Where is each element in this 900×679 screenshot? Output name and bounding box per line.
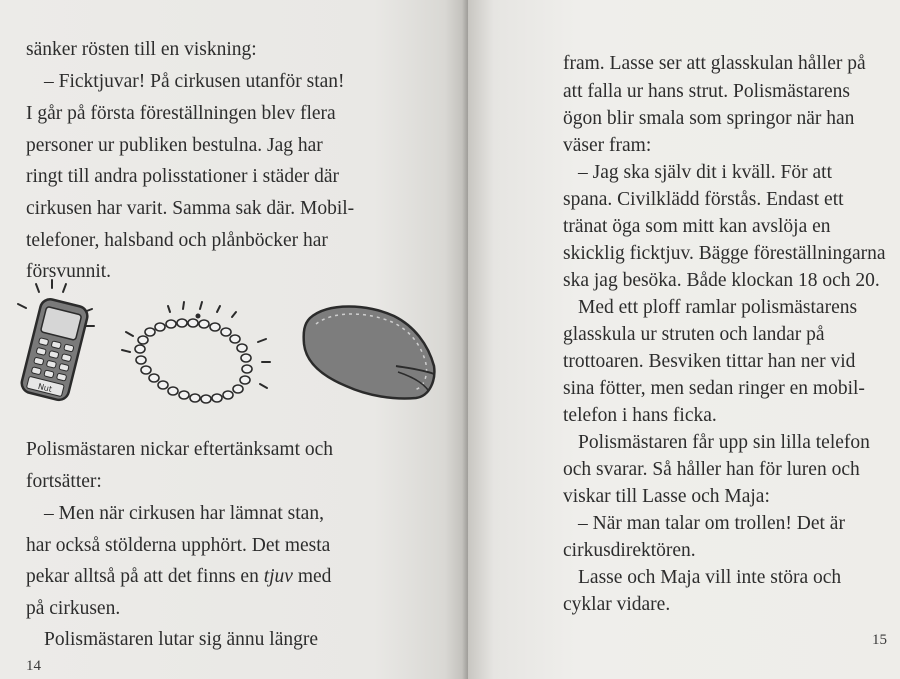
page-number: 15 bbox=[872, 632, 887, 648]
text-line: Lasse och Maja vill inte störa och bbox=[578, 567, 842, 588]
text-line: fortsätter: bbox=[26, 471, 102, 492]
page-number: 14 bbox=[26, 658, 41, 674]
text-line: att falla ur hans strut. Polismästarens bbox=[563, 81, 851, 102]
text-line: tränat öga som mitt kan avslöja en bbox=[563, 216, 831, 237]
text-line: cirkusen har varit. Samma sak där. Mobil- bbox=[26, 198, 355, 219]
text-line bbox=[26, 567, 331, 587]
text-line: cirkusdirektören. bbox=[563, 540, 696, 561]
text-line: glasskula ur struten och landar på bbox=[563, 324, 825, 345]
text-line: Polismästaren lutar sig ännu längre bbox=[44, 629, 319, 650]
text-line: Polismästaren nickar eftertänksamt och bbox=[26, 439, 334, 460]
necklace-icon bbox=[112, 292, 282, 417]
text-line: fram. Lasse ser att glasskulan håller på bbox=[563, 53, 866, 74]
text-line: – Jag ska själv dit i kväll. För att bbox=[578, 162, 833, 183]
text-segment: med bbox=[292, 566, 332, 587]
text-line: spana. Civilklädd förstås. Endast ett bbox=[563, 189, 844, 210]
text-line: sina fötter, men sedan ringer en mobil- bbox=[563, 378, 865, 399]
text-line: har också stölderna upphört. Det mesta bbox=[26, 535, 331, 556]
text-line: I går på första föreställningen blev flera bbox=[26, 103, 336, 124]
right-page bbox=[468, 0, 900, 679]
text-line: ögon blir smala som springor när han bbox=[563, 108, 855, 129]
text-line: skicklig ficktjuv. Bägge föreställningarna bbox=[563, 243, 886, 264]
mobile-phone-icon bbox=[6, 272, 106, 412]
text-line: på cirkusen. bbox=[26, 598, 121, 619]
text-line: – Men när cirkusen har lämnat stan, bbox=[44, 503, 324, 524]
text-line: Polismästaren får upp sin lilla telefon bbox=[578, 432, 870, 453]
wallet-icon bbox=[298, 300, 440, 404]
text-line: Med ett ploff ramlar polismästarens bbox=[578, 297, 858, 318]
phone-label: Nut bbox=[37, 381, 53, 394]
text-line: cyklar vidare. bbox=[563, 594, 671, 615]
text-line: – Ficktjuvar! På cirkusen utanför stan! bbox=[44, 71, 345, 92]
text-line: ringt till andra polisstationer i städer där bbox=[26, 166, 339, 187]
text-line: telefon i hans ficka. bbox=[563, 405, 717, 426]
text-line: och svarar. Så håller han för luren och bbox=[563, 459, 860, 480]
italic-word: tjuv bbox=[263, 566, 293, 587]
text-line: trottoaren. Besviken tittar han ner vid bbox=[563, 351, 856, 372]
text-line: väser fram: bbox=[563, 135, 652, 156]
text-line: ska jag besöka. Både klockan 18 och 20. bbox=[563, 270, 880, 291]
text-line: telefoner, halsband och plånböcker har bbox=[26, 230, 328, 251]
text-line: försvunnit. bbox=[26, 261, 112, 282]
text-line: viskar till Lasse och Maja: bbox=[563, 486, 770, 507]
text-line: personer ur publiken bestulna. Jag har bbox=[26, 135, 323, 156]
text-segment: pekar alltså på att det finns en bbox=[26, 566, 259, 587]
text-line: sänker rösten till en viskning: bbox=[26, 39, 257, 60]
text-line: – När man talar om trollen! Det är bbox=[578, 513, 845, 534]
